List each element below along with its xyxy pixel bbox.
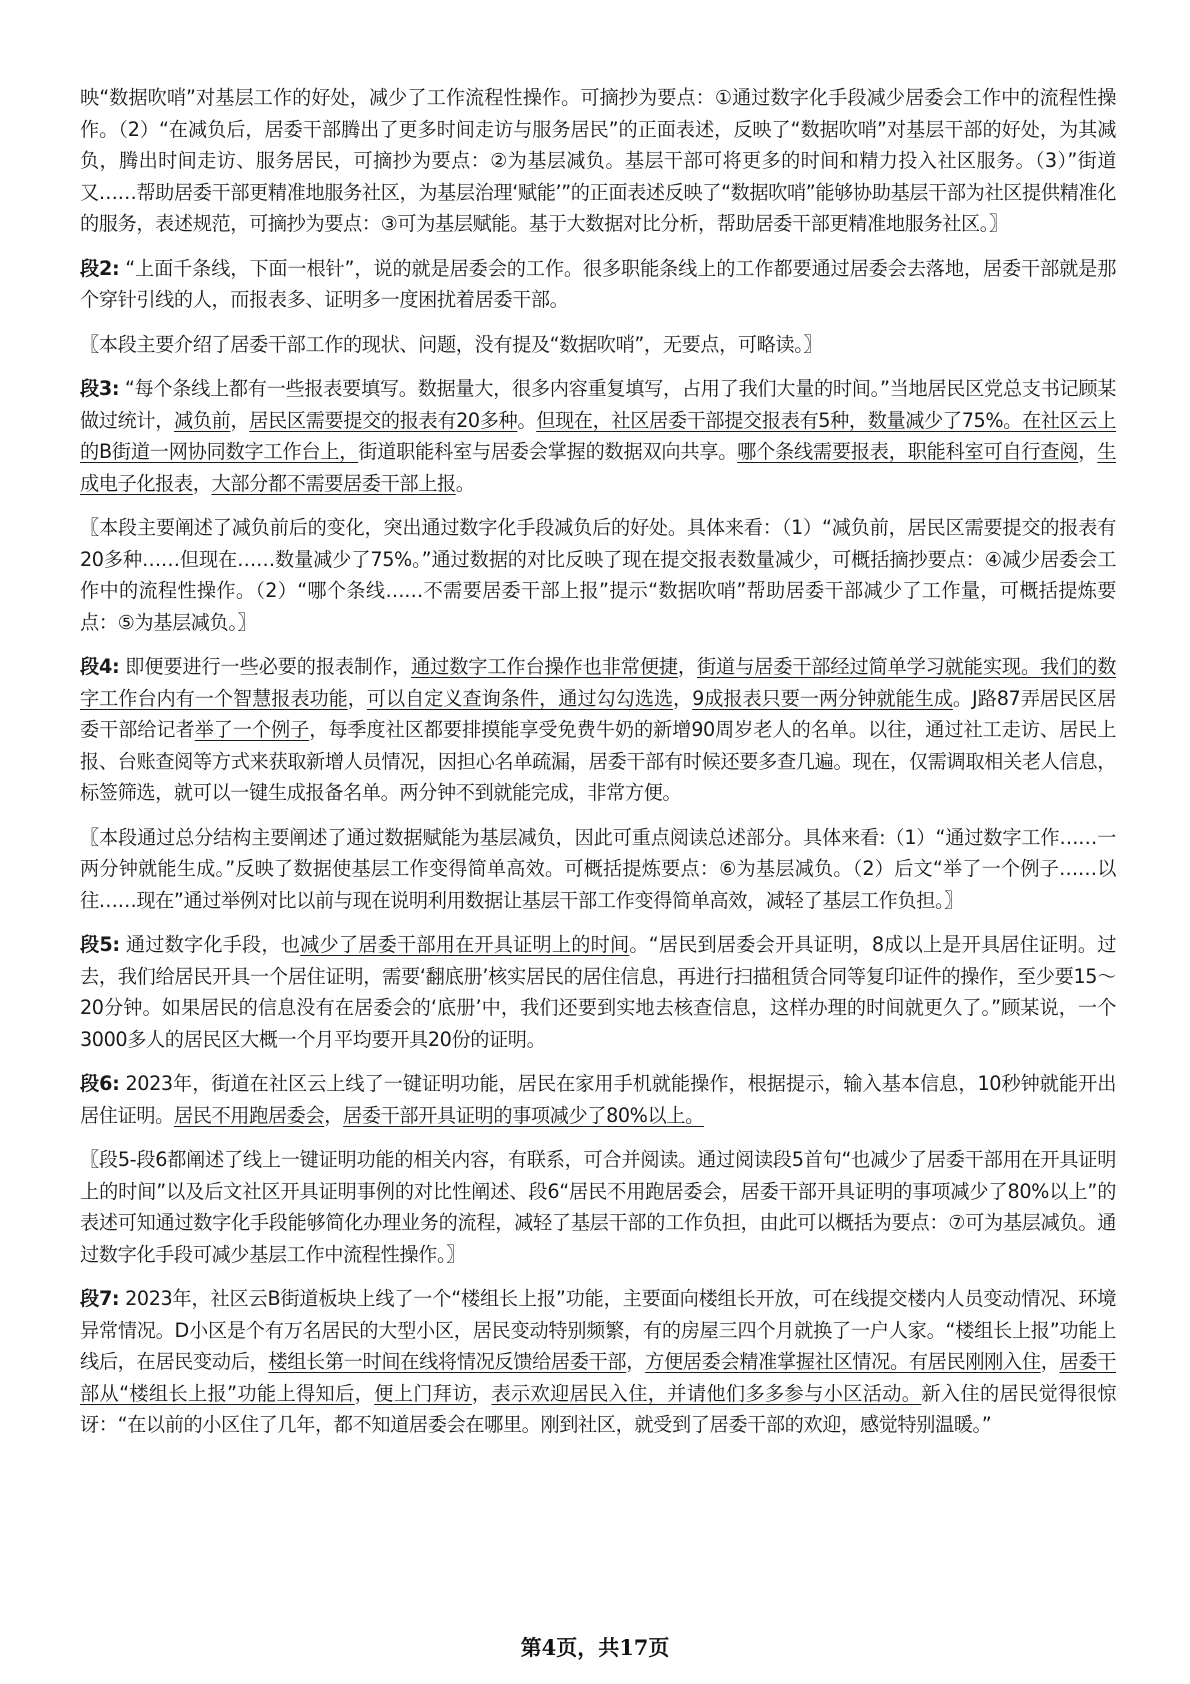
document-body: [80, 82, 1116, 1454]
paragraph-text: 2023年，街道在社区云上线了一键证明功能，居民在家用手机就能操作，根据提示，输入基本信息，10秒钟就能开出居住证明。: [80, 1072, 1117, 1127]
underlined-text: 但现在，社区居委干部提交报表有5种，数量减少了75%。: [536, 408, 1022, 432]
page-footer: [0, 1632, 1190, 1662]
paragraph-label: 段3:: [80, 377, 120, 400]
underlined-text: 有居民刚刚入住: [908, 1350, 1041, 1373]
paragraph-text: ，每季度社区都要排摸能享受免费牛奶的新增90周岁老人的名单。以往，通过社工走访、居民上报、台账查阅等方式来获取新增人员情况，因担心名单疏漏，居委干部有时候还要多查几遍。现在，仅需调取相关老人信息，标签筛选，就可以一键生成报备名单。两分钟不到就能完成，非常方便。: [80, 718, 1116, 804]
analysis-para-1-end: [80, 82, 1116, 240]
underlined-text: 9成报表只要一两分钟就能生成: [692, 686, 953, 710]
paragraph-label: 段4:: [80, 655, 120, 678]
underlined-text: 可以自定义查询条件，通过勾勾选选: [366, 686, 673, 710]
underlined-text: 减少了居委干部用在开具证明上的时间: [300, 933, 630, 956]
underlined-text: 便上门拜访: [374, 1381, 472, 1405]
underlined-text: 街道与居委干部经过简单学习就能实现。: [696, 655, 1041, 678]
underlined-text: 楼组长第一时间在线将情况反馈给居委干部: [268, 1350, 627, 1373]
paragraph-text: 。“居民到居委会开具证明，8成以上是开具居住证明。过去，我们给居民开具一个居住证明，需要‘翻底册’核实居民的居住信息，再进行扫描租赁合同等复印证件的操作，至少要15～20分钟。如果居民的信息没有在居委会的‘底册’中，我们还要到实地去核查信息，这样办理的时间就更久了。”顾某说，一个3000多人的居民区大概一个月平均要开具20份的证明。: [80, 933, 1116, 1051]
paragraph-text: 街道职能科室与居委会掌握的数据双向共享。: [358, 440, 738, 463]
para-2: [80, 253, 1116, 316]
paragraph-text: 新入住的居民觉得很惊讶：“在以前的小区住了几年，都不知道居委会在哪里。刚到社区，就受到了居委干部的欢迎，感觉特别温暖。”: [80, 1381, 1117, 1436]
para-6: [80, 1068, 1116, 1131]
para-4: [80, 651, 1116, 809]
underlined-text: 方便居委会精准掌握社区情况。: [645, 1350, 909, 1373]
paragraph-text: ，: [1078, 440, 1098, 463]
paragraph-text: ，: [672, 686, 693, 710]
paragraph-text: “上面千条线，下面一根针”，说的就是居委会的工作。很多职能条线上的工作都要通过居委会去落地，居委干部就是那个穿针引线的人，而报表多、证明多一度困扰着居委干部。: [80, 256, 1116, 311]
paragraph-text: ，: [1040, 1350, 1060, 1373]
underlined-text: 举了一个例子: [194, 718, 310, 741]
paragraph-label: 段2:: [80, 256, 120, 280]
paragraph-label: 段7:: [80, 1287, 120, 1310]
underlined-text: 居委干部从“楼组长上报”功能上得知后: [80, 1350, 1116, 1405]
para-3: [80, 373, 1116, 499]
paragraph-text: ，: [347, 686, 367, 710]
paragraph-label: 段6:: [80, 1072, 120, 1095]
paragraph-text: ，: [626, 1350, 646, 1373]
paragraph-text: ，: [471, 1381, 492, 1405]
analysis-para-5-6: [80, 1144, 1116, 1270]
para-7: [80, 1283, 1116, 1441]
underlined-text: 居民区需要提交的报表有20多种: [249, 408, 518, 432]
paragraph-text: 〖段5-段6都阐述了线上一键证明功能的相关内容，有联系，可合并阅读。通过阅读段5首句“也减少了居委干部用在开具证明上的时间”以及后文社区开具证明事例的对比性阐述、段6“居民不用跑居委会，居委干部开具证明的事项减少了80%以上”的表述可知通过数字化手段能够简化办理业务的流程，减轻了基层干部的工作负担，由此可以概括为要点：⑦可为基层减负。通过数字化手段可减少基层工作中流程性操作。〗: [80, 1148, 1116, 1266]
underlined-text: 哪个条线需要报表，职能科室可自行查阅: [737, 440, 1079, 463]
paragraph-text: ，: [354, 1381, 375, 1405]
paragraph-text: ，: [230, 408, 250, 432]
analysis-para-2: [80, 329, 1116, 361]
page-number: 第4页，共17页: [520, 1635, 670, 1660]
underlined-text: 减负前: [174, 408, 231, 432]
underlined-text: 我们的数字工作台内有一个智慧报表功能: [80, 655, 1116, 710]
underlined-text: 居民不用跑居委会: [173, 1103, 325, 1127]
paragraph-text: 。: [455, 471, 475, 495]
underlined-text: 表示欢迎居民入住，并请他们多多参与小区活动。: [491, 1381, 922, 1405]
underlined-text: 在社区云上的B街道一网协同数字工作台上，: [80, 408, 1117, 463]
paragraph-text: 〖本段通过总分结构主要阐述了通过数据赋能为基层减负，因此可重点阅读总述部分。具体来看:（1）“通过数字工作……一两分钟就能生成。”反映了数据使基层工作变得简单高效。可概括提炼要点：⑥为基层减负。（2）后文“举了一个例子……以往……现在”通过举例对比以前与现在说明利用数据让基层干部工作变得简单高效，减轻了基层工作负担。〗: [80, 825, 1116, 912]
paragraph-text: ，: [324, 1103, 344, 1127]
paragraph-text: “每个条线上都有一些报表要填写。数据量大，很多内容重复填写，占用了我们大量的时间。”当地居民区党总支书记顾某做过统计，: [80, 377, 1116, 432]
analysis-para-3: [80, 512, 1116, 638]
paragraph-text: 〖本段主要阐述了减负前后的变化，突出通过数字化手段减负后的好处。具体来看：（1）“减负前，居民区需要提交的报表有20多种……但现在……数量减少了75%。”通过数据的对比反映了现在提交报表数量减少，可概括摘抄要点：④减少居委会工作中的流程性操作。（2）“哪个条线……不需要居委干部上报”提示“数据吹哨”帮助居委干部减少了工作量，可概括提炼要点：⑤为基层减负。〗: [80, 516, 1116, 634]
underlined-text: 通过数字工作台操作也非常便捷: [411, 655, 678, 678]
paragraph-text: 即便要进行一些必要的报表制作，: [119, 655, 412, 678]
paragraph-text: 2023年，社区云B街道板块上线了一个“楼组长上报”功能，主要面向楼组长开放，可在线提交楼内人员变动情况、环境异常情况。D小区是个有万名居民的大型小区，居民变动特别频繁，有的房屋三四个月就换了一户人家。“楼组长上报”功能上线后，在居民变动后，: [80, 1287, 1117, 1373]
paragraph-text: ，: [192, 471, 212, 495]
paragraph-text: 。: [517, 408, 537, 432]
paragraph-text: 。J路87弄居民区居委干部给记者: [80, 686, 1116, 741]
analysis-para-4: [80, 822, 1116, 917]
underlined-text: 大部分都不需要居委干部上报: [211, 471, 456, 495]
para-5: [80, 929, 1116, 1055]
underlined-text: 生成电子化报表: [80, 440, 1116, 495]
underlined-text: 居委干部开具证明的事项减少了80%以上。: [343, 1103, 704, 1127]
paragraph-text: 映“数据吹哨”对基层工作的好处，减少了工作流程性操作。可摘抄为要点：①通过数字化手段减少居委会工作中的流程性操作。（2）“在减负后，居委干部腾出了更多时间走访与服务居民”的正面表述，反映了“数据吹哨”对基层干部的好处，为其减负，腾出时间走访、服务居民，可摘抄为要点：②为基层减负。基层干部可将更多的时间和精力投入社区服务。（3）”街道又……帮助居委干部更精准地服务社区，为基层治理‘赋能’”的正面表述反映了“数据吹哨”能够协助基层干部为社区提供精准化的服务，表述规范，可摘抄为要点：③可为基层赋能。基于大数据对比分析，帮助居委干部更精准地服务社区。〗: [80, 86, 1116, 235]
paragraph-text: 〖本段主要介绍了居委干部工作的现状、问题，没有提及“数据吹哨”，无要点，可略读。〗: [80, 332, 823, 356]
paragraph-label: 段5:: [80, 933, 120, 956]
paragraph-text: 通过数字化手段，也: [119, 933, 301, 956]
paragraph-text: ，: [677, 655, 697, 678]
